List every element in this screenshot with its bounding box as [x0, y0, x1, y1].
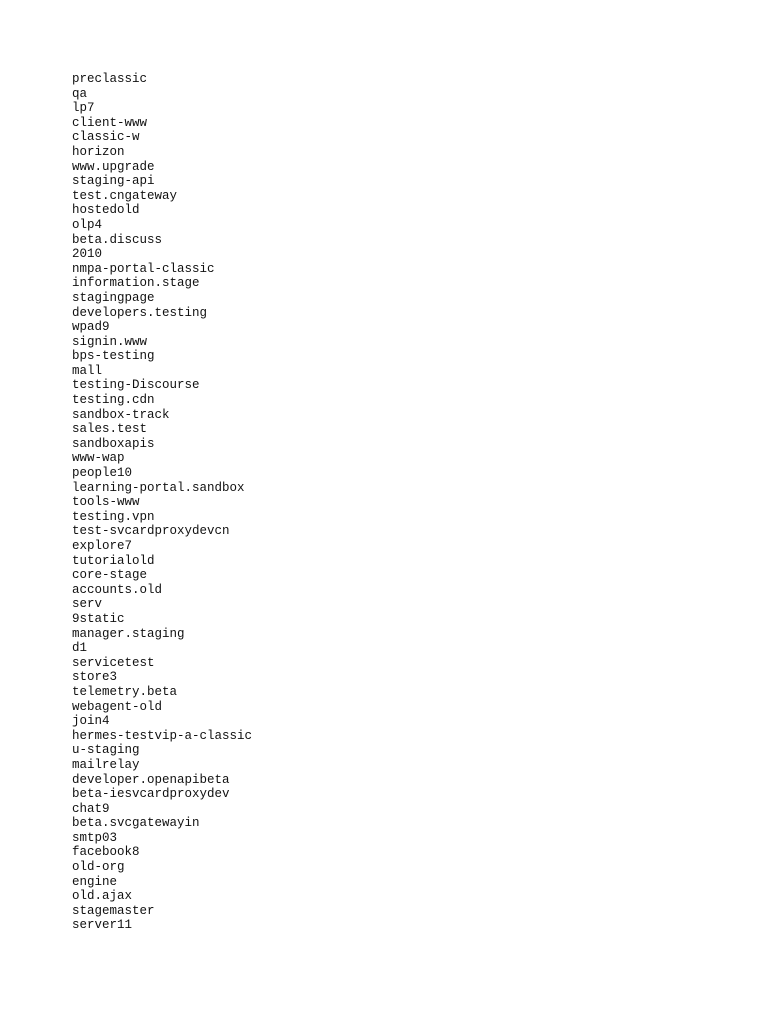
text-line: test-svcardproxydevcn [72, 524, 230, 539]
text-line: learning-portal.sandbox [72, 480, 245, 495]
text-line: beta.discuss [72, 232, 163, 247]
text-line: mailrelay [72, 757, 140, 772]
text-line: preclassic [72, 72, 148, 86]
text-line: old-org [72, 860, 125, 875]
text-line: bps-testing [72, 349, 155, 364]
document-page [72, 72, 252, 933]
text-line: core-stage [72, 568, 148, 583]
text-line: testing.cdn [72, 393, 155, 408]
text-line: beta.svcgatewayin [72, 816, 200, 831]
text-line: horizon [72, 144, 125, 159]
text-line: classic-w [72, 130, 140, 145]
text-line: mall [72, 363, 103, 378]
text-line: people10 [72, 466, 133, 481]
text-line: stagingpage [72, 290, 155, 305]
text-line: join4 [72, 714, 110, 729]
text-line: developer.openapibeta [72, 772, 230, 787]
text-line: client-www [72, 115, 148, 130]
text-line: servicetest [72, 655, 155, 670]
text-line: sandbox-track [72, 407, 170, 422]
text-line: accounts.old [72, 582, 163, 597]
text-line: www-wap [72, 451, 125, 466]
text-line: tools-www [72, 495, 140, 510]
text-line: facebook8 [72, 845, 140, 860]
text-line: qa [72, 86, 88, 101]
text-line: wpad9 [72, 320, 110, 335]
text-line: testing-Discourse [72, 378, 200, 393]
text-line: chat9 [72, 801, 110, 816]
text-line: olp4 [72, 217, 103, 232]
text-line: www.upgrade [72, 159, 155, 174]
text-line: sandboxapis [72, 436, 155, 451]
text-line: engine [72, 874, 118, 889]
text-line: telemetry.beta [72, 684, 178, 699]
text-line: serv [72, 597, 103, 612]
text-line: 9static [72, 611, 125, 626]
text-line: explore7 [72, 539, 133, 553]
text-line: beta-iesvcardproxydev [72, 787, 230, 802]
text-line: information.stage [72, 276, 200, 291]
text-line: u-staging [72, 743, 140, 758]
text-line: testing.vpn [72, 509, 155, 524]
text-line: lp7 [72, 101, 95, 116]
text-line: hostedold [72, 203, 140, 218]
text-line: old.ajax [72, 889, 133, 904]
text-line: manager.staging [72, 626, 185, 641]
text-line: signin.www [72, 334, 148, 349]
text-line: server11 [72, 918, 133, 933]
text-line: sales.test [72, 422, 148, 437]
text-line: stagemaster [72, 903, 155, 918]
text-line: d1 [72, 641, 88, 656]
text-line: staging-api [72, 174, 155, 189]
text-line: store3 [72, 670, 118, 685]
text-line: tutorialold [72, 553, 155, 568]
text-line: hermes-testvip-a-classic [72, 728, 253, 743]
text-line: 2010 [72, 247, 103, 262]
text-line: test.cngateway [72, 188, 178, 203]
text-line: webagent-old [72, 699, 163, 714]
text-line: smtp03 [72, 830, 118, 845]
text-line: nmpa-portal-classic [72, 261, 215, 276]
text-line: developers.testing [72, 305, 208, 320]
